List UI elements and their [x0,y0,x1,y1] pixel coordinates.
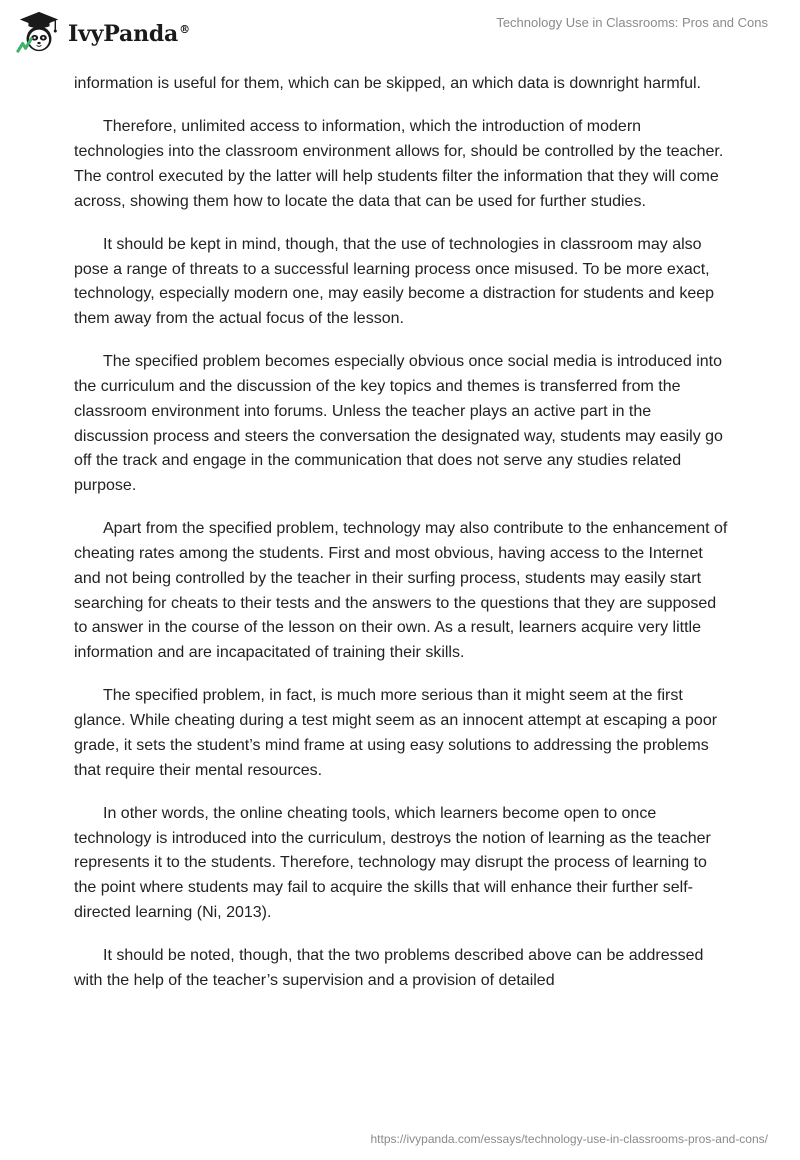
paragraph: It should be noted, though, that the two problems described above can be addressed with the help of the teacher’s supervision and a provision of detailed [74,947,704,989]
source-url[interactable]: https://ivypanda.com/essays/technology-use-in-classrooms-pros-and-cons/ [370,1132,768,1146]
paragraph: Apart from the specified problem, technology may also contribute to the enhancement of cheating rates among the students. First and most obvious, having access to the Internet and not being controlled by the teacher in their surfing process, students may easily start searching for cheats to their tests and the answers to the questions that they are supposed to answer in the course of the lesson on their own. As a result, learners acquire very little information and are incapacitated of training their skills. [74,520,728,661]
paragraph: It should be kept in mind, though, that the use of technologies in classroom may also pose a range of threats to a successful learning process once misused. To be more exact, technology, especially modern one, may easily become a distraction for students and keep them away from the actual focus of the lesson. [74,235,715,327]
brand-registered-mark: ® [179,22,190,36]
essay-body [74,72,728,1012]
paragraph: In other words, the online cheating tools, which learners become open to once technology is introduced into the curriculum, destroys the notion of learning as the teacher represents it to the students. Therefore, technology may disrupt the process of learning to the point where students may fail to acquire the skills that will enhance their further self-directed learning (Ni, 2013). [74,804,711,921]
brand-logo[interactable] [16,8,190,56]
paragraph: Therefore, unlimited access to information, which the introduction of modern technologies into the classroom environment allows for, should be controlled by the teacher. The control executed by the latter will help students filter the information that they will come across, showing them how to locate the data that can be used for further studies. [74,118,724,210]
paragraph: information is useful for them, which can be skipped, an which data is downright harmful. [74,75,701,92]
paragraph: The specified problem becomes especially obvious once social media is introduced into the curriculum and the discussion of the key topics and themes is transferred from the classroom environment into forums. Unless the teacher plays an active part in the discussion process and steers the conversation the designated way, students may easily go off the track and engage in the communication that does not serve any studies related purpose. [74,353,723,494]
document-title: Technology Use in Classrooms: Pros and Cons [496,15,768,30]
panda-graduate-icon [16,9,62,55]
brand-name: IvyPanda® [68,21,190,47]
page-header [0,0,800,70]
paragraph: The specified problem, in fact, is much more serious than it might seem at the first glance. While cheating during a test might seem as an innocent attempt at escaping a poor grade, it sets the student’s mind frame at using easy solutions to addressing the problems that require their mental resources. [74,687,718,779]
